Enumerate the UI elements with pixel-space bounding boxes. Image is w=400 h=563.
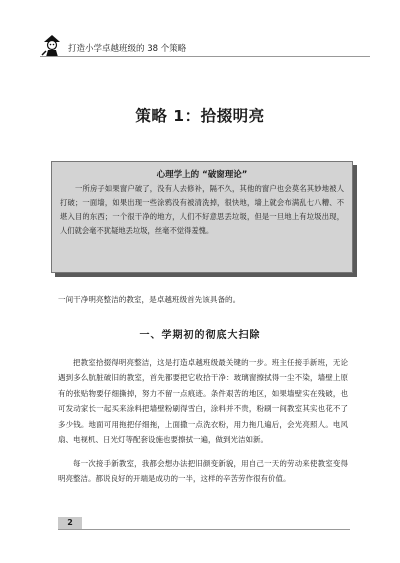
running-header: [40, 34, 370, 58]
cartoon-figure-icon: [40, 34, 64, 58]
body-paragraph-1: 把教室拾掇得明亮整洁，这是打造卓越班级最关键的一步。班主任接手新班，无论遇到多么肮脏破旧的教室，首先都要把它收拾干净：玻璃窗擦拭得一尘不染，墙壁上原有的张贴物要仔细撕掉，努力不留一点痕迹。条件艰苦的地区，如果墙壁实在残破，也可发动家长一起买来涂料把墙壁粉刷得雪白，涂料并不贵，粉刷一间教室其实也花不了多少钱。地面可用拖把仔细拖，上面撒一点洗衣粉，用力拖几遍后，会光亮照人。电风扇、电视机、日光灯等配套设施也要擦拭一遍，做到光洁如新。: [58, 358, 348, 445]
body-paragraph-2: 每一次接手新教室，我都会想办法把旧颜变新貌，用自己一天的劳动来使教室变得明亮整洁。都说良好的开端是成功的一半，这样的辛苦劳作很有价值。: [58, 459, 348, 484]
chapter-title: 策略 1：拾掇明亮: [135, 107, 265, 125]
theory-box-text: 一所房子如果窗户破了，没有人去修补，隔不久，其他的窗户也会莫名其妙地被人打破；一面墙，如果出现一些涂鸦没有被清洗掉，很快地，墙上就会布满乱七八糟、不堪入目的东西；一个很干净的地方，人们不好意思丢垃圾，但是一旦地上有垃圾出现，人们就会毫不犹疑地丢垃圾，丝毫不觉得羞愧。: [60, 184, 344, 235]
footer-divider: [58, 529, 350, 530]
page-number: 2: [58, 517, 82, 529]
header-divider: [40, 56, 370, 57]
intro-sentence: 一间干净明亮整洁的教室，是卓越班级首先该具备的。: [58, 295, 241, 304]
theory-box: [51, 161, 353, 273]
theory-box-title: 心理学上的 “破窗理论”: [156, 170, 248, 180]
book-title: 打造小学卓越班级的 38 个策略: [68, 44, 187, 54]
section-title: 一、学期初的彻底大扫除: [139, 330, 261, 341]
